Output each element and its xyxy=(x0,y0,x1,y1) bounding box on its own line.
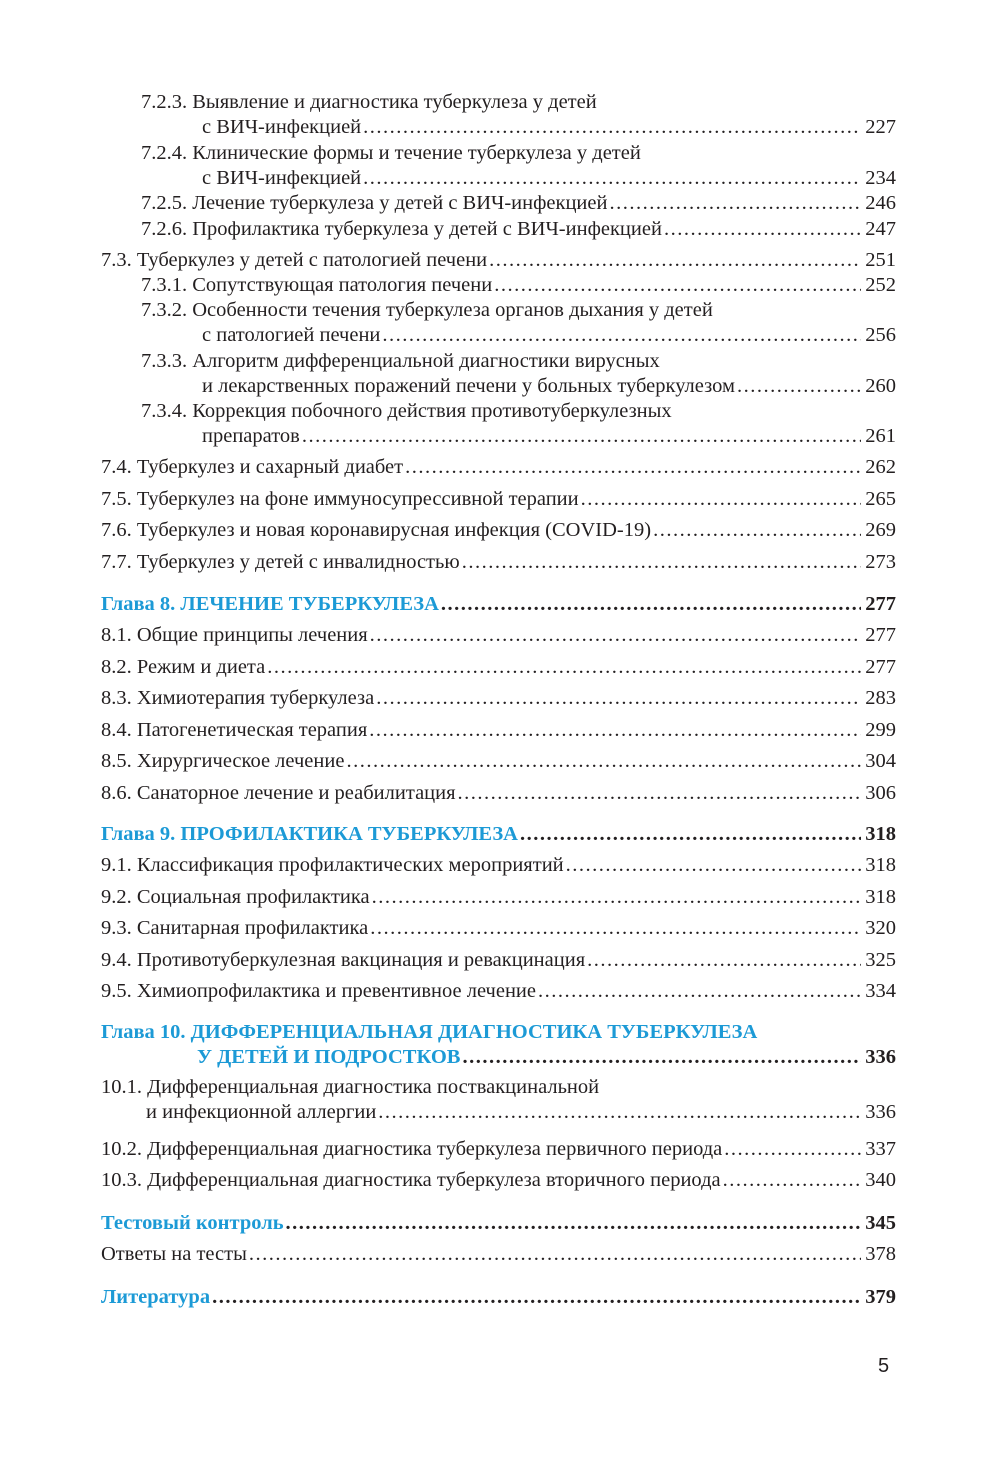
toc-entry-title: Глава 10. ДИФФЕРЕНЦИАЛЬНАЯ ДИАГНОСТИКА ТУБЕРКУЛЕЗА xyxy=(101,1021,758,1043)
dot-leader xyxy=(363,113,861,141)
dot-leader xyxy=(587,946,861,974)
toc-entry xyxy=(141,139,641,167)
dot-leader xyxy=(376,684,861,712)
toc-page-number: 337 xyxy=(865,1138,896,1160)
toc-entry xyxy=(141,189,896,217)
toc-entry xyxy=(101,621,896,649)
toc-entry xyxy=(141,347,660,375)
toc-entry-title: 9.4. Противотуберкулезная вакцинация и ревакцинация xyxy=(101,949,586,971)
toc-page-number: 304 xyxy=(865,750,896,772)
dot-leader xyxy=(378,1098,861,1126)
toc-entry-title: 7.7. Туберкулез у детей с инвалидностью xyxy=(101,551,460,573)
toc-entry-title: 7.3.4. Коррекция побочного действия противотуберкулезных xyxy=(141,400,672,422)
toc-entry xyxy=(101,246,896,274)
toc-entry xyxy=(141,271,896,299)
toc-entry-title-continued: У ДЕТЕЙ И ПОДРОСТКОВ xyxy=(197,1046,461,1068)
toc-entry xyxy=(101,1073,599,1101)
dot-leader xyxy=(441,590,861,618)
toc-page-number: 277 xyxy=(865,593,896,615)
toc-page-number: 260 xyxy=(865,375,896,397)
toc-entry-title: 7.2.5. Лечение туберкулеза у детей с ВИЧ-инфекцией xyxy=(141,192,608,214)
dot-leader xyxy=(370,621,862,649)
toc-entry-title: 7.3.3. Алгоритм дифференциальной диагностики вирусных xyxy=(141,350,660,372)
toc-entry-title-continued: с патологией печени xyxy=(202,324,381,346)
dot-leader xyxy=(363,164,861,192)
toc-entry-continuation xyxy=(197,1043,896,1071)
dot-leader xyxy=(302,422,861,450)
toc-entry xyxy=(141,397,672,425)
toc-entry-title: 10.1. Дифференциальная диагностика поствакцинальной xyxy=(101,1076,600,1098)
toc-entry-title: 7.2.3. Выявление и диагностика туберкулеза у детей xyxy=(141,91,597,113)
toc-entry-title: 8.5. Хирургическое лечение xyxy=(101,750,345,772)
toc-entry-title: 7.6. Туберкулез и новая коронавирусная инфекция (COVID-19) xyxy=(101,519,652,541)
toc-entry xyxy=(101,977,896,1005)
toc-entry xyxy=(141,88,597,116)
toc-entry xyxy=(101,453,896,481)
toc-entry-title: 9.5. Химиопрофилактика и превентивное лечение xyxy=(101,980,537,1002)
toc-page-number: 265 xyxy=(865,488,896,510)
dot-leader xyxy=(538,977,861,1005)
toc-entry-title: 10.2. Дифференциальная диагностика туберкулеза первичного периода xyxy=(101,1138,723,1160)
toc-entry xyxy=(101,548,896,576)
dot-leader xyxy=(581,485,862,513)
toc-entry-title: 9.1. Классификация профилактических мероприятий xyxy=(101,854,564,876)
toc-page-number: 334 xyxy=(865,980,896,1002)
toc-page-number: 261 xyxy=(865,425,896,447)
toc-entry-title: Литература xyxy=(101,1286,211,1308)
toc-entry-title: 9.2. Социальная профилактика xyxy=(101,886,370,908)
toc-entry-title: 8.4. Патогенетическая терапия xyxy=(101,719,368,741)
toc-entry-continuation xyxy=(202,164,896,192)
toc-page-number: 336 xyxy=(865,1046,896,1068)
toc-entry-title-continued: и инфекционной аллергии xyxy=(146,1101,377,1123)
toc-entry-title: Глава 9. ПРОФИЛАКТИКА ТУБЕРКУЛЕЗА xyxy=(101,823,518,845)
toc-entry-title: 7.2.6. Профилактика туберкулеза у детей с ВИЧ-инфекцией xyxy=(141,218,662,240)
toc-entry-continuation xyxy=(202,372,896,400)
toc-chapter-entry xyxy=(101,1018,757,1046)
toc-page-number: 262 xyxy=(865,456,896,478)
dot-leader xyxy=(520,820,861,848)
dot-leader xyxy=(737,372,861,400)
dot-leader xyxy=(249,1240,861,1268)
toc-entry xyxy=(101,1240,896,1268)
toc-chapter-entry xyxy=(101,1209,896,1237)
toc-page-number: 252 xyxy=(865,274,896,296)
toc-chapter-entry xyxy=(101,1283,896,1311)
toc-entry-title: 7.3.2. Особенности течения туберкулеза органов дыхания у детей xyxy=(141,299,713,321)
toc-entry xyxy=(101,716,896,744)
toc-page-number: 234 xyxy=(865,167,896,189)
toc-entry-title-continued: с ВИЧ-инфекцией xyxy=(202,167,362,189)
dot-leader xyxy=(346,747,861,775)
toc-page-number: 318 xyxy=(865,823,896,845)
toc-entry-title: Ответы на тесты xyxy=(101,1243,247,1265)
toc-entry-title: Тестовый контроль xyxy=(101,1212,284,1234)
toc-entry-title: 8.2. Режим и диета xyxy=(101,656,266,678)
toc-entry-title: 9.3. Санитарная профилактика xyxy=(101,917,369,939)
toc-entry-title: 7.2.4. Клинические формы и течение туберкулеза у детей xyxy=(141,142,641,164)
toc-entry xyxy=(101,516,896,544)
toc-page-number: 247 xyxy=(865,218,896,240)
toc-page-number: 299 xyxy=(865,719,896,741)
dot-leader xyxy=(382,321,861,349)
toc-entry xyxy=(101,851,896,879)
toc-entry xyxy=(101,914,896,942)
toc-entry-title: 10.3. Дифференциальная диагностика туберкулеза вторичного периода xyxy=(101,1169,721,1191)
toc-page-number: 227 xyxy=(865,116,896,138)
toc-page-number: 277 xyxy=(865,624,896,646)
dot-leader xyxy=(370,914,861,942)
toc-entry xyxy=(101,1135,896,1163)
toc-entry xyxy=(101,883,896,911)
page-number: 5 xyxy=(878,1355,890,1377)
toc-entry-title-continued: препаратов xyxy=(202,425,300,447)
toc-page-number: 273 xyxy=(865,551,896,573)
toc-entry-title: 7.4. Туберкулез и сахарный диабет xyxy=(101,456,404,478)
toc-entry xyxy=(101,1166,896,1194)
dot-leader xyxy=(286,1209,862,1237)
toc-entry-title: 8.6. Санаторное лечение и реабилитация xyxy=(101,782,456,804)
toc-entry-title-continued: и лекарственных поражений печени у больных туберкулезом xyxy=(202,375,735,397)
dot-leader xyxy=(494,271,861,299)
dot-leader xyxy=(372,883,862,911)
toc-page-number: 283 xyxy=(865,687,896,709)
toc-page-number: 269 xyxy=(865,519,896,541)
toc-entry-title: 7.3. Туберкулез у детей с патологией печени xyxy=(101,249,488,271)
toc-entry xyxy=(101,779,896,807)
toc-entry-title-continued: с ВИЧ-инфекцией xyxy=(202,116,362,138)
toc-entry-title: Глава 8. ЛЕЧЕНИЕ ТУБЕРКУЛЕЗА xyxy=(101,593,439,615)
dot-leader xyxy=(723,1166,862,1194)
dot-leader xyxy=(405,453,861,481)
dot-leader xyxy=(369,716,861,744)
toc-entry xyxy=(141,296,713,324)
dot-leader xyxy=(212,1283,861,1311)
toc-entry-title: 7.3.1. Сопутствующая патология печени xyxy=(141,274,493,296)
toc-entry xyxy=(101,485,896,513)
toc-entry xyxy=(141,215,896,243)
toc-chapter-entry xyxy=(101,590,896,618)
toc-entry-continuation xyxy=(202,321,896,349)
dot-leader xyxy=(458,779,862,807)
dot-leader xyxy=(267,653,861,681)
toc-page-number: 318 xyxy=(865,886,896,908)
dot-leader xyxy=(462,548,862,576)
dot-leader xyxy=(664,215,861,243)
dot-leader xyxy=(609,189,861,217)
toc-entry-continuation xyxy=(146,1098,896,1126)
toc-entry-title: 8.3. Химиотерапия туберкулеза xyxy=(101,687,375,709)
dot-leader xyxy=(462,1043,861,1071)
dot-leader xyxy=(566,851,862,879)
toc-entry-continuation xyxy=(202,422,896,450)
toc-entry xyxy=(101,684,896,712)
toc-page-number: 318 xyxy=(865,854,896,876)
toc-entry xyxy=(101,946,896,974)
toc-page-number: 251 xyxy=(865,249,896,271)
toc-page-number: 340 xyxy=(865,1169,896,1191)
toc-entry-title: 7.5. Туберкулез на фоне иммуносупрессивной терапии xyxy=(101,488,579,510)
toc-page-number: 325 xyxy=(865,949,896,971)
toc-chapter-entry xyxy=(101,820,896,848)
toc-page-number: 336 xyxy=(865,1101,896,1123)
toc-entry-title: 8.1. Общие принципы лечения xyxy=(101,624,368,646)
toc-entry xyxy=(101,653,896,681)
toc-page-number: 256 xyxy=(865,324,896,346)
toc-page-number: 378 xyxy=(865,1243,896,1265)
toc-page-number: 306 xyxy=(865,782,896,804)
toc-page-number: 277 xyxy=(865,656,896,678)
dot-leader xyxy=(653,516,861,544)
toc-entry-continuation xyxy=(202,113,896,141)
toc-page-number: 345 xyxy=(865,1212,896,1234)
toc-page-number: 246 xyxy=(865,192,896,214)
toc-page-number: 320 xyxy=(865,917,896,939)
toc-entry xyxy=(101,747,896,775)
toc-page-number: 379 xyxy=(865,1286,896,1308)
dot-leader xyxy=(489,246,861,274)
dot-leader xyxy=(724,1135,861,1163)
